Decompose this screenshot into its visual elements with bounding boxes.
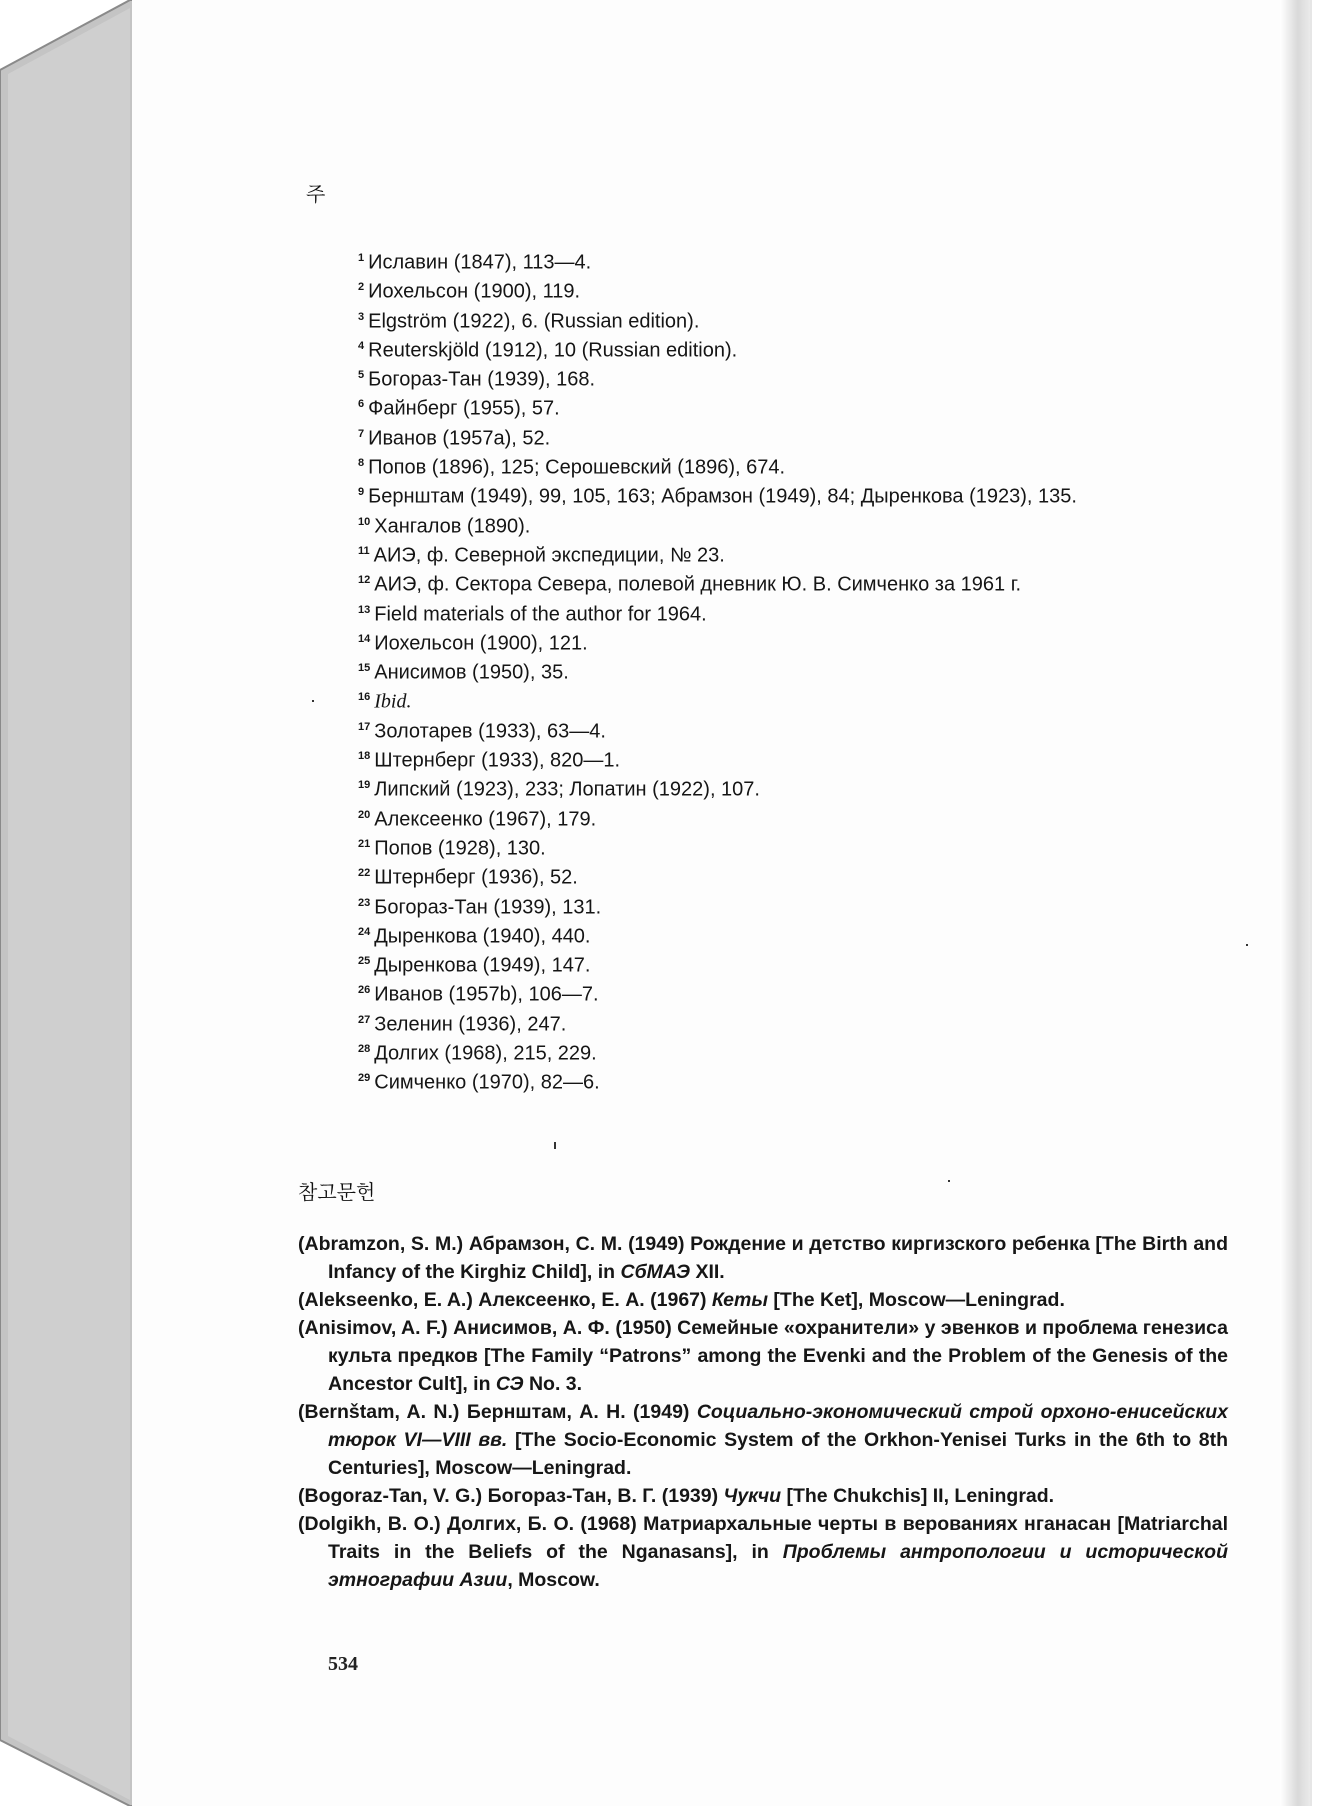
reference-title-italic: СЭ <box>495 1373 524 1395</box>
note-text: Иохельсон (1900), 121. <box>374 632 588 655</box>
note-text: Симченко (1970), 82—6. <box>374 1071 600 1094</box>
note-number: 1 <box>358 252 365 264</box>
note-item <box>358 478 1258 507</box>
note-text: Дыренкова (1940), 440. <box>374 925 591 948</box>
note-number: 27 <box>358 1013 371 1026</box>
note-number: 25 <box>358 955 371 968</box>
note-number: 11 <box>358 544 370 557</box>
note-item <box>358 771 1258 800</box>
reference-entry <box>298 1230 1228 1286</box>
note-text: Долгих (1968), 215, 229. <box>374 1042 597 1065</box>
note-text: Богораз-Тан (1939), 131. <box>374 896 602 919</box>
note-text: Иславин (1847), 113—4. <box>368 251 592 274</box>
note-text: АИЭ, ф. Северной экспедиции, № 23. <box>373 544 725 567</box>
note-number: 26 <box>358 984 371 997</box>
note-item <box>358 390 1258 419</box>
note-item <box>358 420 1258 449</box>
note-number: 13 <box>358 603 371 616</box>
note-number: 22 <box>358 867 371 880</box>
note-item <box>358 1064 1258 1093</box>
reference-entry <box>298 1482 1228 1510</box>
note-text: Дыренкова (1949), 147. <box>374 954 591 977</box>
book-spine <box>0 0 140 1806</box>
note-item <box>358 508 1258 537</box>
reference-title-italic: Чукчи <box>723 1485 782 1507</box>
note-item <box>358 654 1258 683</box>
note-number: 29 <box>358 1072 371 1085</box>
note-text: Золотарев (1933), 63—4. <box>374 720 606 743</box>
reference-entry <box>298 1314 1228 1398</box>
reference-text-tail: [The Socio-Economic System of the Orkhon-Yenisei Turks in the 6th to 8th Centuries], Moscow—Leningrad. <box>328 1429 1229 1479</box>
note-number: 7 <box>358 427 365 440</box>
note-number: 14 <box>358 632 371 645</box>
reference-title-italic: Проблемы антропологии и исторической этнографии Азии <box>328 1541 1228 1591</box>
note-text: Попов (1928), 130. <box>374 837 546 860</box>
note-number: 10 <box>358 515 371 528</box>
note-number: 15 <box>358 662 371 675</box>
reference-text-tail: [The Ket], Moscow—Leningrad. <box>768 1289 1065 1311</box>
note-item <box>358 625 1258 654</box>
page-edge-shadow <box>1280 0 1310 1806</box>
reference-entry <box>298 1510 1228 1594</box>
note-item <box>358 859 1258 888</box>
note-item <box>358 273 1258 302</box>
reference-title-italic: Социально-экономический строй орхоно-енисейских тюрок VI—VIII вв. <box>328 1401 1228 1451</box>
note-number: 23 <box>358 896 371 909</box>
note-text: Field materials of the author for 1964. <box>374 603 707 626</box>
note-number: 4 <box>358 339 365 352</box>
note-number: 19 <box>358 779 371 792</box>
note-item <box>358 801 1258 830</box>
note-text: Иванов (1957а), 52. <box>368 427 551 450</box>
note-number: 24 <box>358 925 371 938</box>
note-item <box>358 303 1258 332</box>
note-number: 17 <box>358 720 371 733</box>
note-text: Штернберг (1936), 52. <box>374 866 578 889</box>
note-item <box>358 742 1258 771</box>
reference-text-tail: [The Chukchis] II, Leningrad. <box>781 1485 1055 1507</box>
note-text: Штернберг (1933), 820—1. <box>374 749 621 772</box>
note-text: Анисимов (1950), 35. <box>374 661 569 684</box>
note-number: 5 <box>358 369 365 382</box>
note-text: Иванов (1957b), 106—7. <box>374 984 599 1007</box>
reference-text: (Dolgikh, B. O.) Долгих, Б. О. (1968) Матриархальные черты в верованиях нганасан [Matriarchal Traits in the Beliefs of the Nganasans], in <box>298 1513 1228 1563</box>
reference-entry <box>298 1286 1228 1314</box>
note-item <box>358 596 1258 625</box>
reference-text: (Alekseenko, E. A.) Алексеенко, Е. А. (1967) <box>298 1289 712 1311</box>
note-text: АИЭ, ф. Сектора Севера, полевой дневник Ю. В. Симченко за 1961 г. <box>374 573 1022 596</box>
note-text: Попов (1896), 125; Серошевский (1896), 674. <box>368 456 786 479</box>
note-number: 16 <box>358 691 371 704</box>
notes-heading: 주 <box>306 182 326 206</box>
reference-text: (Anisimov, A. F.) Анисимов, А. Ф. (1950) Семейные «охранители» у эвенков и проблема генезиса культа предков [The Family “Patrons” among the Evenki and the Problem of the Genesis of the Ancestor Cult], in <box>298 1317 1228 1395</box>
reference-text: (Bogoraz-Tan, V. G.) Богораз-Тан, В. Г. (1939) <box>298 1485 724 1507</box>
note-number: 28 <box>358 1043 371 1056</box>
note-item <box>358 244 1258 273</box>
note-number: 12 <box>358 574 371 587</box>
note-number: 20 <box>358 808 371 821</box>
note-number: 2 <box>358 281 365 294</box>
note-text: Хангалов (1890). <box>374 515 531 538</box>
note-number: 18 <box>358 750 371 763</box>
note-item <box>358 976 1258 1005</box>
reference-text-tail: XII. <box>690 1261 725 1283</box>
note-item <box>358 537 1258 566</box>
reference-text: (Bernštam, A. N.) Бернштам, А. Н. (1949) <box>298 1401 697 1423</box>
note-number: 8 <box>358 457 365 470</box>
note-text: Иохельсон (1900), 119. <box>368 280 581 303</box>
reference-entry <box>298 1398 1228 1482</box>
note-item <box>358 918 1258 947</box>
note-item <box>358 683 1258 712</box>
note-item <box>358 830 1258 859</box>
note-number: 6 <box>358 398 365 411</box>
note-item <box>358 332 1258 361</box>
note-number: 21 <box>358 837 371 850</box>
note-item <box>358 947 1258 976</box>
note-text: Липский (1923), 233; Лопатин (1922), 107. <box>374 779 760 801</box>
note-item <box>358 713 1258 742</box>
note-text: Богораз-Тан (1939), 168. <box>368 368 596 391</box>
note-item <box>358 449 1258 478</box>
reference-text-tail: , Moscow. <box>507 1569 600 1591</box>
note-text: Зеленин (1936), 247. <box>374 1013 567 1036</box>
print-speck <box>554 1142 556 1149</box>
note-text: Ibid. <box>374 691 412 714</box>
note-item <box>358 889 1258 918</box>
references-list <box>298 1230 1228 1594</box>
note-number: 9 <box>358 486 365 499</box>
reference-title-italic: СбМАЭ <box>620 1261 691 1283</box>
note-item <box>358 361 1258 390</box>
print-speck <box>312 700 314 702</box>
note-item <box>358 566 1258 595</box>
notes-list <box>358 244 1258 1094</box>
note-text: Бернштам (1949), 99, 105, 163; Абрамзон (1949), 84; Дыренкова (1923), 135. <box>368 486 1077 509</box>
note-item <box>358 1006 1258 1035</box>
note-text: Алексеенко (1967), 179. <box>374 808 597 831</box>
print-speck <box>948 1180 950 1182</box>
note-item <box>358 1035 1258 1064</box>
note-text: Файнберг (1955), 57. <box>368 398 560 421</box>
reference-text-tail: No. 3. <box>523 1373 583 1395</box>
note-number: 3 <box>358 310 365 323</box>
note-text: Elgström (1922), 6. (Russian edition). <box>368 310 700 333</box>
reference-text: (Abramzon, S. M.) Абрамзон, С. М. (1949) Рождение и детство киргизского ребенка [The Birth and Infancy of the Kirghiz Child], in <box>298 1233 1228 1283</box>
note-text: Reuterskjöld (1912), 10 (Russian edition). <box>368 339 738 362</box>
page-number: 534 <box>328 1653 358 1675</box>
reference-title-italic: Кеты <box>711 1289 769 1311</box>
print-speck <box>1246 944 1248 946</box>
references-heading: 참고문헌 <box>298 1180 376 1204</box>
